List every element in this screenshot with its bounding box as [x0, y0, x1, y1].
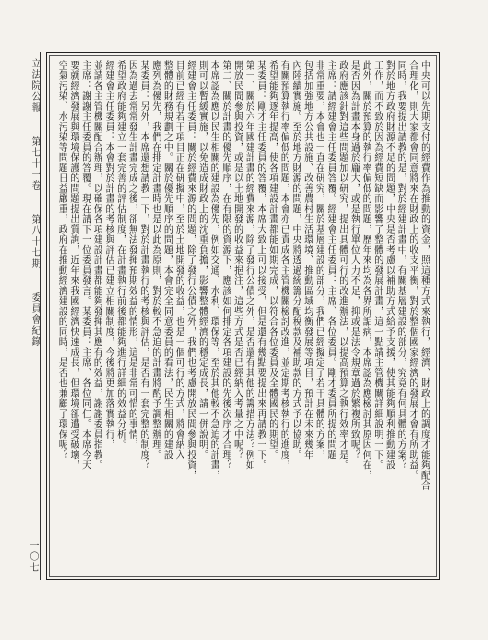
section-label: 委員會紀錄: [29, 292, 40, 347]
text-column: 政府應該針對這些問題加以研究，提出具體可行的改進辦法，以提高預算之執行效率才是。: [336, 60, 348, 470]
text-column: 經建會主任委員：關於經費來源的問題，除了發行公債之外，我們也考慮開放民間參與投資，: [184, 60, 196, 481]
text-column: 包括加強地方公共設施、改善農村生活環境、推動區域均衡發展等項目，預計在未來幾年: [301, 60, 313, 460]
text-column: 經建會主任委員：本會對於計畫的考核與評估已建立相關制度，今後將更加落實執行，: [103, 60, 115, 450]
text-column: 有關預算執行率偏低的問題，本會亦已責成各主管機關檢討改進，並定期考核執行的進度，: [278, 60, 290, 470]
text-column: 整體的財務規劃之中。關於優先順序的問題，本會完全同意委員的看法，民生相關的建設: [161, 60, 173, 460]
text-column: 應列為優先，我們在排定計畫時也是以此為原則，對於較不急迫的計畫將酌予調整辦理。: [149, 60, 161, 460]
running-header: [26, 58, 40, 574]
margin-divider: [40, 52, 41, 580]
text-column: 是否因為計畫本身過於龐大，或是執行單位人力不足，抑或是法令規章過於繁複所致呢？: [348, 60, 360, 460]
issue-label: 第八十七期: [29, 214, 40, 269]
text-column: 要就經濟發展與環境保護的問題提出質詢，近年來我國經濟快速成長，但環境卻遭受破壞，: [68, 60, 80, 470]
text-column: 希望能夠逐年提高，使各項建設計畫都能如期完成，以符合各位委員及全體國民的期望。: [266, 60, 278, 460]
text-column: 因為過去常常發生計畫完成之後，卻無法發揮預期效益的情形，這是非常可惜的事情，: [126, 60, 138, 450]
text-column: 合理化，則大家都會同意將來在財政上的收支平衡，對於整個國家經濟的發展才會有所助益。: [406, 60, 418, 481]
text-column: 開放民間參與投資，或是以土地開發的收益來挹注，這些方式是否已經納入考量之中呢？: [231, 60, 243, 460]
text-column: 同時，我要提出請教的是，對於經建計畫中，有關基層建設的部分，究竟有何具體的方案？: [395, 60, 407, 470]
text-column: 某委員：另外，本席還想請教一下，對於計畫執行的考核與評估，是否有一套完整的制度？: [138, 60, 150, 470]
text-column: 目前已經有若干項目正在研擬中，至於土地開發的收益，也是一個可行的方式，將會納入: [173, 60, 185, 460]
text-column: 非常重要，本會也一直在研究，關於基層建設的部分，我們已經擬定了若干具體的方案，: [313, 60, 325, 460]
text-column: 對於地方政府財源不足的問題，中央是否考慮以補助方式給予支援，使其能夠順利推動建設: [383, 60, 395, 470]
text-column: 中央可以先期支付的經費作為推動的資金，照這種方式來執行，經濟、財政上的調度才能夠配合: [418, 60, 430, 491]
text-column: 某委員：剛才主任委員的答覆，本席大致上可以接受，但是還有幾點要提出來再請教一下。: [255, 60, 267, 470]
text-column: 內陸續實施。至於地方財源的問題，中央將透過統籌分配稅款及補助款的方式予以協助。: [290, 60, 302, 460]
volume-label: 第七十一卷: [29, 136, 40, 191]
text-column: 此外，關於預算的執行率偏低的問題，歷年來均為各界所詬病，本席認為應檢討其原因何在，: [360, 60, 372, 481]
text-column: 第二、關於計畫的優先順序，在有限的資源下，應該如何排定各項建設的先後次序才合理？: [219, 60, 231, 470]
text-column: 主席：謝謝主任委員的答覆。現在請下一位委員發言。某委員：主席、各位同仁。本席今天: [79, 60, 91, 470]
text-column: 空氣污染、水污染等問題日益嚴重，政府在推動經濟建設的同時，是否也兼顧了環保呢？: [56, 60, 68, 460]
text-column: 工作，而不致於因為經費短缺而影響了整體的發展計畫，這一點請主管機關詳細說明一下。: [371, 60, 383, 470]
book-title: 立法院公報: [29, 58, 40, 113]
text-column: 第一、關於六年國建計畫的經費來源，除了發行公債之外，是否還有其他的籌措方法？例如: [243, 60, 255, 470]
text-body: [56, 60, 430, 568]
text-column: 則可以暫緩實施，以免造成財政上的沈重負擔，影響整體經濟的穩定成長，請一併說明。: [196, 60, 208, 460]
text-column: 希望政府能夠建立一套完善的評估制度，在計畫執行前後都能夠進行詳細的效益分析。: [114, 60, 126, 450]
text-column: 主席：請經建會主任委員答覆。經建會主任委員：主席、各位委員。剛才委員所提的問題: [325, 60, 337, 460]
text-column: 並請各主管機關配合辦理，以確保各項建設計畫都能夠發揮其應有的效益，謝謝委員指教。: [91, 60, 103, 470]
text-column: 本席認為應以民生相關的建設為優先，例如交通、水利、環保等，至於其他較不急迫的計畫，: [208, 60, 220, 481]
page-number: 一〇七: [27, 540, 38, 573]
